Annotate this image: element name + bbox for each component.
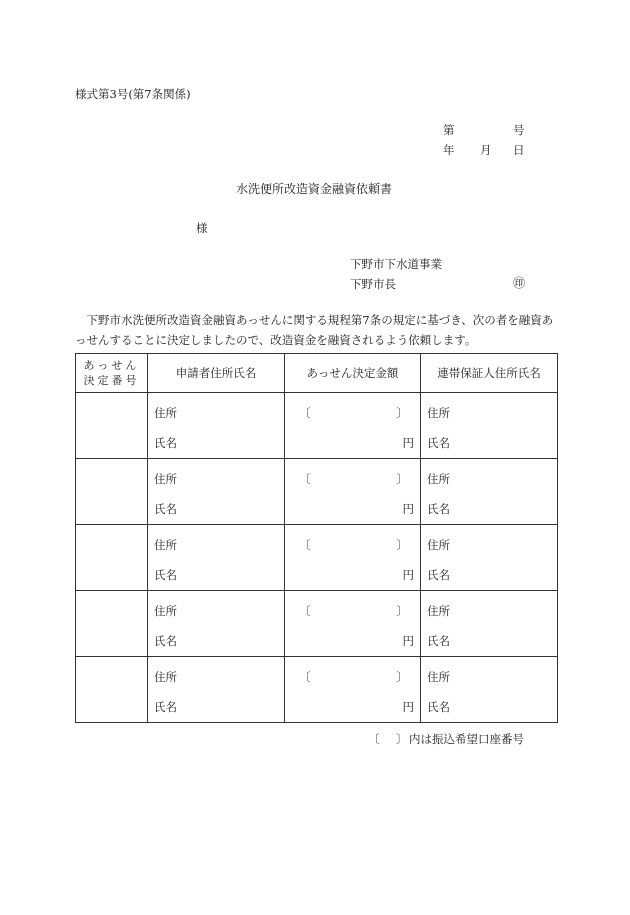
- decision-number-cell[interactable]: [76, 393, 148, 459]
- guarantor-cell[interactable]: [421, 393, 558, 459]
- addressee: 様: [196, 221, 208, 235]
- account-bracket-close: 〕: [396, 538, 408, 552]
- issuer-org: 下野市下水道事業: [350, 257, 442, 271]
- table-row: [76, 657, 558, 723]
- amount-cell[interactable]: [285, 459, 421, 525]
- address-label: 住所: [154, 406, 177, 420]
- name-label: 氏名: [427, 568, 450, 582]
- account-bracket-close: 〕: [396, 670, 408, 684]
- guarantor-cell[interactable]: [421, 657, 558, 723]
- address-label: 住所: [427, 472, 450, 486]
- footnote-text: 内は振込希望口座番号: [409, 732, 524, 746]
- decision-number-cell[interactable]: [76, 591, 148, 657]
- yen-label: 円: [402, 502, 414, 516]
- guarantor-cell[interactable]: [421, 591, 558, 657]
- issuer-title: 下野市長: [350, 277, 396, 291]
- name-label: 氏名: [154, 634, 177, 648]
- address-label: 住所: [427, 538, 450, 552]
- account-bracket-close: 〕: [396, 472, 408, 486]
- date-day: 日: [513, 143, 525, 157]
- yen-label: 円: [402, 700, 414, 714]
- account-bracket-open: 〔: [299, 604, 311, 618]
- decision-number-cell[interactable]: [76, 459, 148, 525]
- table-row: [76, 525, 558, 591]
- table-row: [76, 591, 558, 657]
- footnote-open-bracket: 〔: [368, 732, 380, 746]
- applicant-cell[interactable]: [148, 525, 285, 591]
- address-label: 住所: [427, 670, 450, 684]
- address-label: 住所: [427, 604, 450, 618]
- header-guarantor: 連帯保証人住所氏名: [421, 354, 558, 393]
- name-label: 氏名: [154, 700, 177, 714]
- yen-label: 円: [402, 634, 414, 648]
- amount-cell[interactable]: [285, 525, 421, 591]
- date-month: 月: [480, 143, 492, 157]
- amount-cell[interactable]: [285, 591, 421, 657]
- applicant-cell[interactable]: [148, 591, 285, 657]
- address-label: 住所: [427, 406, 450, 420]
- account-bracket-open: 〔: [299, 472, 311, 486]
- seal-mark: ㊞: [513, 276, 526, 290]
- name-label: 氏名: [154, 568, 177, 582]
- account-bracket-close: 〕: [396, 604, 408, 618]
- address-label: 住所: [154, 538, 177, 552]
- table-row: [76, 459, 558, 525]
- account-bracket-open: 〔: [299, 538, 311, 552]
- decision-number-cell[interactable]: [76, 657, 148, 723]
- account-bracket-open: 〔: [299, 406, 311, 420]
- address-label: 住所: [154, 604, 177, 618]
- date-year: 年: [443, 143, 455, 157]
- header-decision-number-line1: あっせん: [83, 359, 140, 372]
- guarantor-cell[interactable]: [421, 525, 558, 591]
- name-label: 氏名: [427, 700, 450, 714]
- table-row: [76, 393, 558, 459]
- name-label: 氏名: [427, 502, 450, 516]
- document-number: [443, 122, 525, 138]
- amount-cell[interactable]: [285, 393, 421, 459]
- guarantor-cell[interactable]: [421, 459, 558, 525]
- address-label: 住所: [154, 472, 177, 486]
- footnote-close-bracket: 〕: [396, 732, 408, 746]
- form-number: 様式第3号(第7条関係): [75, 87, 191, 101]
- header-decision-number-line2: 決定番号: [83, 374, 140, 387]
- amount-cell[interactable]: [285, 657, 421, 723]
- name-label: 氏名: [154, 436, 177, 450]
- yen-label: 円: [402, 568, 414, 582]
- table-header-row: [76, 354, 558, 393]
- doc-no-prefix: 第: [443, 123, 455, 137]
- body-text: 下野市水洗便所改造資金融資あっせんに関する規程第7条の規定に基づき、次の者を融資あっせんすることに決定しましたので、改造資金を融資されるよう依頼します。: [75, 313, 554, 347]
- name-label: 氏名: [154, 502, 177, 516]
- address-label: 住所: [154, 670, 177, 684]
- name-label: 氏名: [427, 436, 450, 450]
- yen-label: 円: [402, 436, 414, 450]
- name-label: 氏名: [427, 634, 450, 648]
- header-amount: あっせん決定金額: [285, 354, 421, 393]
- document-title: 水洗便所改造資金融資依頼書: [236, 182, 393, 196]
- header-decision-number: [76, 354, 148, 393]
- applicant-cell[interactable]: [148, 393, 285, 459]
- decision-number-cell[interactable]: [76, 525, 148, 591]
- loan-table: [75, 353, 558, 723]
- account-bracket-open: 〔: [299, 670, 311, 684]
- header-applicant: 申請者住所氏名: [148, 354, 285, 393]
- account-bracket-close: 〕: [396, 406, 408, 420]
- doc-no-suffix: 号: [513, 123, 525, 137]
- applicant-cell[interactable]: [148, 657, 285, 723]
- applicant-cell[interactable]: [148, 459, 285, 525]
